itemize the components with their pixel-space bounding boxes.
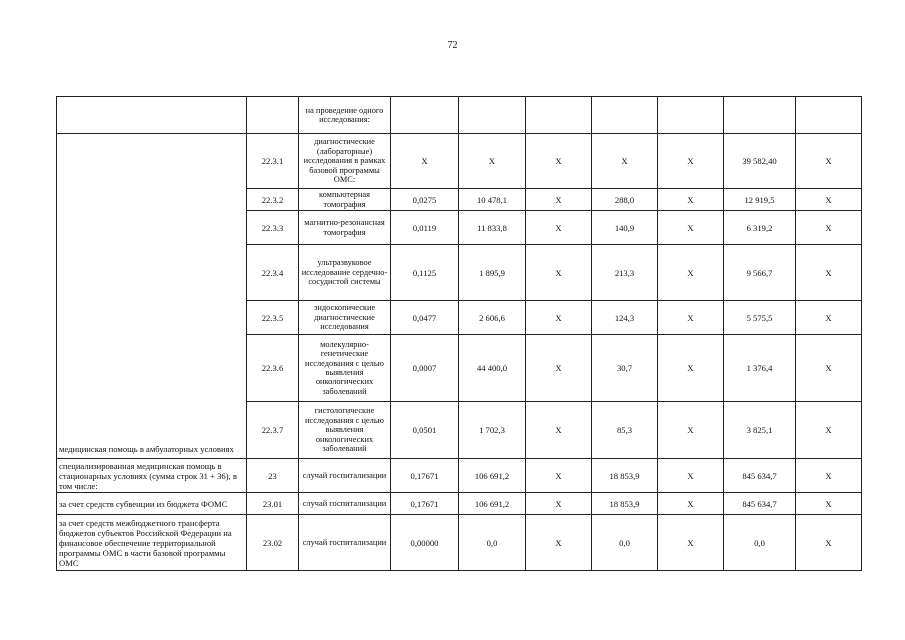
row-code: 22.3.7 <box>247 402 299 459</box>
cell: 0,0007 <box>391 335 459 402</box>
cell: Х <box>658 134 724 189</box>
table-row <box>57 97 862 134</box>
budget-table <box>56 96 862 571</box>
cell: Х <box>658 515 724 571</box>
cell: 10 478,1 <box>459 189 526 211</box>
cell: 0,0 <box>724 515 796 571</box>
row-unit: на проведение одного исследования: <box>299 97 391 134</box>
row-code: 22.3.3 <box>247 211 299 245</box>
cell: Х <box>796 211 862 245</box>
cell: Х <box>796 335 862 402</box>
row-unit: случай госпитализации <box>299 515 391 571</box>
cell: 9 566,7 <box>724 245 796 301</box>
cell: Х <box>658 211 724 245</box>
row-label <box>57 97 247 134</box>
cell: 18 853,9 <box>592 459 658 493</box>
cell: 213,3 <box>592 245 658 301</box>
cell: 0,00000 <box>391 515 459 571</box>
cell: Х <box>526 189 592 211</box>
cell: 845 634,7 <box>724 459 796 493</box>
cell: 106 691,2 <box>459 459 526 493</box>
row-code: 22.3.2 <box>247 189 299 211</box>
row-code <box>247 97 299 134</box>
cell <box>391 97 459 134</box>
row-unit: случай госпитализации <box>299 493 391 515</box>
cell <box>796 97 862 134</box>
table-row <box>57 134 862 189</box>
cell: Х <box>796 134 862 189</box>
cell: Х <box>796 493 862 515</box>
cell <box>658 97 724 134</box>
cell: Х <box>658 189 724 211</box>
row-label: специализированная медицинская помощь в стационарных условиях (сумма строк 31 + 36), в том числе: <box>57 459 247 493</box>
cell: 1 376,4 <box>724 335 796 402</box>
cell: Х <box>526 493 592 515</box>
cell: 0,17671 <box>391 493 459 515</box>
cell: 5 575,5 <box>724 301 796 335</box>
cell: 0,0119 <box>391 211 459 245</box>
cell: 85,3 <box>592 402 658 459</box>
cell: Х <box>796 459 862 493</box>
row-unit: молекулярно-генетические исследования с целью выявления онкологических заболеваний <box>299 335 391 402</box>
cell: 1 895,9 <box>459 245 526 301</box>
cell: 0,0 <box>592 515 658 571</box>
page-number: 72 <box>447 40 458 51</box>
table-row <box>57 459 862 493</box>
cell: Х <box>658 335 724 402</box>
cell: Х <box>459 134 526 189</box>
row-code: 23.02 <box>247 515 299 571</box>
table-row <box>57 515 862 571</box>
cell: Х <box>796 301 862 335</box>
cell: Х <box>658 459 724 493</box>
cell: 11 833,8 <box>459 211 526 245</box>
cell <box>459 97 526 134</box>
cell: 0,0477 <box>391 301 459 335</box>
cell: Х <box>526 459 592 493</box>
row-code: 23 <box>247 459 299 493</box>
table-row <box>57 493 862 515</box>
cell: 1 702,3 <box>459 402 526 459</box>
cell: 44 400,0 <box>459 335 526 402</box>
cell <box>724 97 796 134</box>
cell: Х <box>592 134 658 189</box>
cell: 3 825,1 <box>724 402 796 459</box>
row-code: 22.3.4 <box>247 245 299 301</box>
cell: 0,0275 <box>391 189 459 211</box>
cell: 0,17671 <box>391 459 459 493</box>
cell: Х <box>658 301 724 335</box>
cell <box>526 97 592 134</box>
cell: 0,0 <box>459 515 526 571</box>
cell: Х <box>796 245 862 301</box>
cell: 6 319,2 <box>724 211 796 245</box>
cell: 0,0501 <box>391 402 459 459</box>
cell: 2 606,6 <box>459 301 526 335</box>
row-unit: диагностические (лабораторные) исследования в рамках базовой программы ОМС: <box>299 134 391 189</box>
row-label: за счет средств субвенции из бюджета ФОМС <box>57 493 247 515</box>
row-unit: магнитно-резонансная томография <box>299 211 391 245</box>
cell: Х <box>796 515 862 571</box>
cell: Х <box>796 189 862 211</box>
cell: 124,3 <box>592 301 658 335</box>
cell: Х <box>526 245 592 301</box>
cell: Х <box>526 211 592 245</box>
cell <box>592 97 658 134</box>
cell: 39 582,40 <box>724 134 796 189</box>
row-code: 22.3.5 <box>247 301 299 335</box>
cell: Х <box>658 402 724 459</box>
cell: Х <box>658 245 724 301</box>
cell: 140,9 <box>592 211 658 245</box>
cell: Х <box>526 515 592 571</box>
row-label: за счет средств межбюджетного трансферта бюджетов субъектов Российской Федерации на финансовое обеспечение территориальной программы ОМС в части базовой программы ОМС <box>57 515 247 571</box>
row-unit: эндоскопические диагностические исследования <box>299 301 391 335</box>
cell: Х <box>526 402 592 459</box>
cell: Х <box>526 134 592 189</box>
row-unit: случай госпитализации <box>299 459 391 493</box>
row-code: 22.3.1 <box>247 134 299 189</box>
cell: Х <box>796 402 862 459</box>
row-label-ambulatory: медицинская помощь в амбулаторных условиях <box>57 134 247 459</box>
cell: Х <box>526 335 592 402</box>
cell: 30,7 <box>592 335 658 402</box>
cell: Х <box>526 301 592 335</box>
cell: 12 919,5 <box>724 189 796 211</box>
cell: 0,1125 <box>391 245 459 301</box>
row-unit: ультразвуковое исследование сердечно-сосудистой системы <box>299 245 391 301</box>
cell: 18 853,9 <box>592 493 658 515</box>
row-code: 22.3.6 <box>247 335 299 402</box>
cell: 845 634,7 <box>724 493 796 515</box>
row-code: 23.01 <box>247 493 299 515</box>
cell: Х <box>391 134 459 189</box>
cell: 288,0 <box>592 189 658 211</box>
row-unit: компьютерная томография <box>299 189 391 211</box>
cell: Х <box>658 493 724 515</box>
row-unit: гистологические исследования с целью выявления онкологических заболеваний <box>299 402 391 459</box>
cell: 106 691,2 <box>459 493 526 515</box>
